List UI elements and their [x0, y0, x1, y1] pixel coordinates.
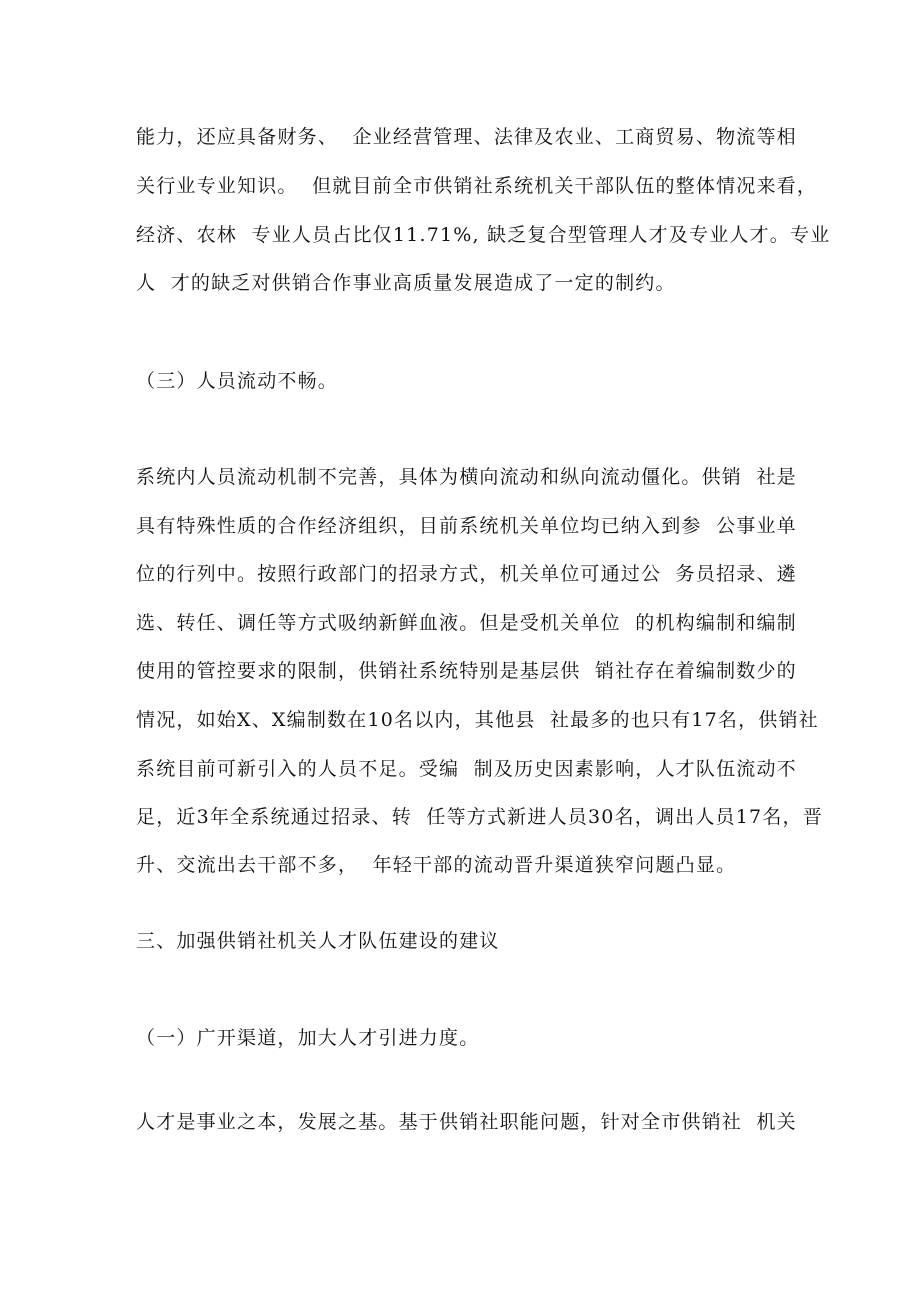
- paragraph-2-line-4: 选、转任、调任等方式吸纳新鲜血液。但是受机关单位 的机构编制和编制: [136, 612, 797, 634]
- paragraph-2-line-6: 情况，如始X、X编制数在10名以内，其他县 社最多的也只有17名，供销社: [136, 709, 819, 731]
- paragraph-2-line-2: 具有特殊性质的合作经济组织，目前系统机关单位均已纳入到参 公事业单: [136, 515, 797, 537]
- paragraph-3-line-1: 人才是事业之本，发展之基。基于供销社职能问题，针对全市供销社 机关: [136, 1111, 797, 1133]
- paragraph-2-line-9: 升、交流出去干部不多， 年轻干部的流动晋升渠道狭窄问题凸显。: [136, 854, 737, 876]
- paragraph-1-line-3: 经济、农林 专业人员占比仅11.71%, 缺乏复合型管理人才及专业人才。专业: [136, 224, 831, 246]
- paragraph-2-line-1: 系统内人员流动机制不完善，具体为横向流动和纵向流动僵化。供销 社是: [136, 466, 797, 488]
- subheading-3: （三）人员流动不畅。: [136, 370, 339, 392]
- paragraph-1-line-4: 人 才的缺乏对供销合作事业高质量发展造成了一定的制约。: [136, 272, 676, 294]
- paragraph-2-line-5: 使用的管控要求的限制，供销社系统特别是基层供 销社存在着编制数少的: [136, 660, 797, 682]
- paragraph-2-line-7: 系统目前可新引入的人员不足。受编 制及历史因素影响，人才队伍流动不: [136, 758, 797, 780]
- paragraph-2-line-8: 足，近3年全系统通过招录、转 任等方式新进人员30名，调出人员17名，晋: [136, 806, 823, 828]
- subheading-1: （一）广开渠道，加大人才引进力度。: [136, 1027, 480, 1049]
- section-3-heading: 三、加强供销社机关人才队伍建设的建议: [136, 930, 500, 952]
- paragraph-2-line-3: 位的行列中。按照行政部门的招录方式，机关单位可通过公 务员招录、遴: [136, 563, 797, 585]
- paragraph-1-line-1: 能力，还应具备财务、 企业经营管理、法律及农业、工商贸易、物流等相: [136, 126, 797, 148]
- paragraph-1-line-2: 关行业专业知识。 但就目前全市供销社系统机关干部队伍的整体情况来看，: [136, 175, 818, 197]
